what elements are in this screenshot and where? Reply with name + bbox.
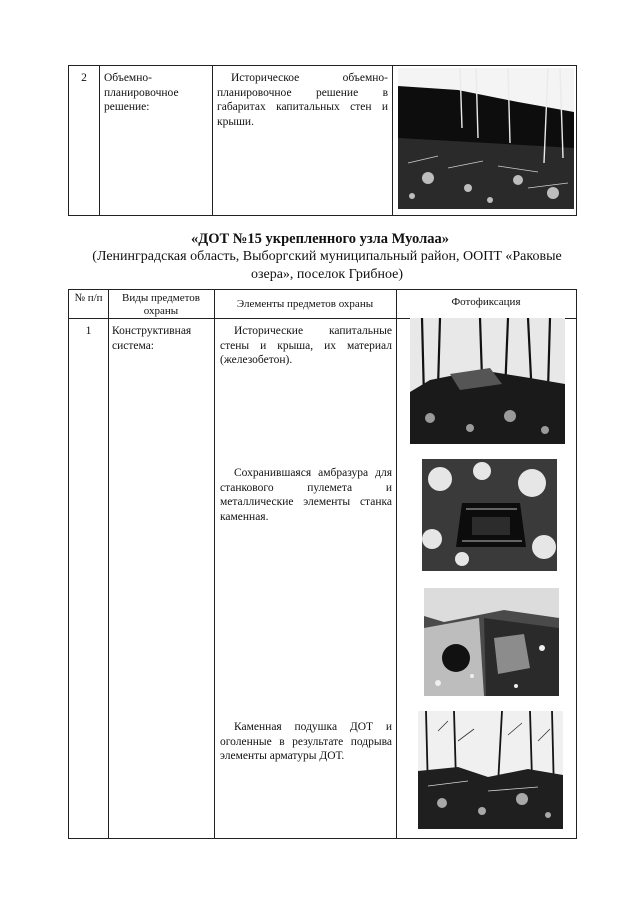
table-border <box>396 289 397 839</box>
table-border <box>68 215 577 216</box>
table-border <box>392 65 393 216</box>
document-title: «ДОТ №15 укрепленного узла Муолаа» <box>191 231 449 247</box>
row-number: 2 <box>81 72 87 84</box>
row-number: 1 <box>85 325 92 337</box>
table-border <box>214 289 215 839</box>
table-border <box>68 289 69 839</box>
table-border <box>68 65 577 66</box>
header-elements: Элементы предметов охраны <box>236 298 374 310</box>
header-number: № п/п <box>74 292 103 304</box>
header-photo: Фотофиксация <box>451 296 521 308</box>
protection-element: Сохранившаяся амбразура для станкового пулемета и металлические элементы станка каменная. <box>220 467 392 523</box>
table-border <box>68 65 69 216</box>
table-border <box>576 289 577 839</box>
header-type: Виды предметов охраны <box>122 292 200 317</box>
table-border <box>108 289 109 839</box>
table-border <box>68 289 577 290</box>
document-subtitle: (Ленинградская область, Выборгский муниципальный район, ООПТ «Раковые озера», поселок Грибное) <box>92 249 562 282</box>
protection-type: Объемно-планировочное решение: <box>104 72 179 113</box>
table-border <box>576 65 577 216</box>
protection-element: Каменная подушка ДОТ и оголенные в результате подрыва элементы арматуры ДОТ. <box>220 721 392 762</box>
table-border <box>212 65 213 216</box>
table-border <box>68 838 577 839</box>
bunker-exterior-photo <box>410 318 565 444</box>
embrasure-photo <box>422 459 557 571</box>
protection-element: Историческое объемно-планировочное решение в габаритах капитальных стен и крыши. <box>217 72 388 128</box>
protection-type: Конструктивная система: <box>112 325 192 352</box>
table-border <box>99 65 100 216</box>
machine-gun-mount-photo <box>424 588 559 696</box>
bunker-wall-photo <box>398 68 574 209</box>
protection-element: Исторические капитальные стены и крыша, их материал (железобетон). <box>220 325 392 366</box>
reinforcement-photo <box>418 711 563 829</box>
